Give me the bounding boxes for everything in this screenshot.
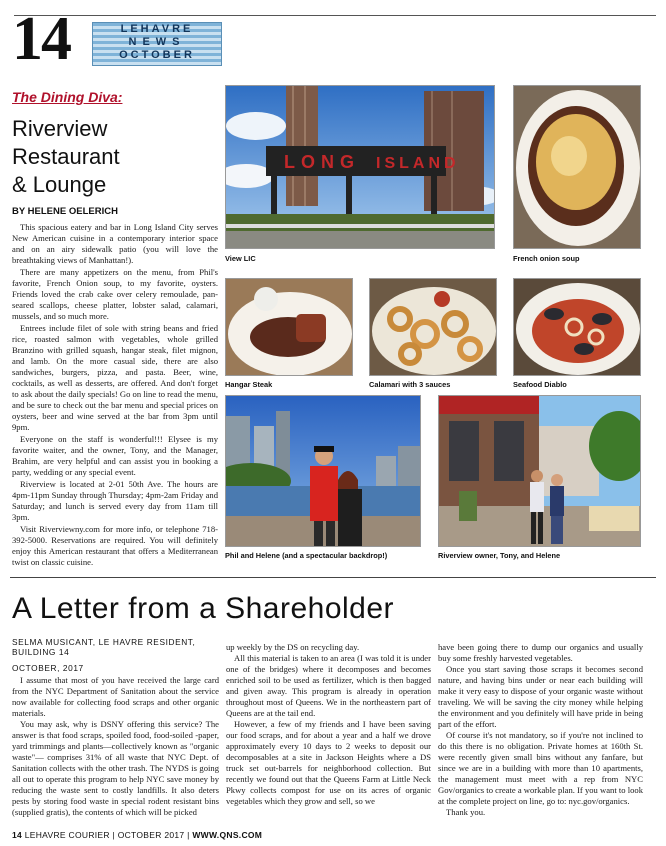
masthead-line-1: LEHAVRE — [120, 23, 194, 35]
caption-seafood-diablo: Seafood Diablo — [513, 380, 567, 389]
letter-paragraph: Thank you. — [446, 807, 486, 817]
photo-onion-soup — [513, 85, 641, 249]
page-number: 14 — [12, 5, 70, 73]
masthead-logo — [92, 22, 222, 66]
calamari-image — [370, 279, 497, 376]
letter-author: SELMA MUSICANT, LE HAVRE RESIDENT, BUILDING 14 — [12, 637, 196, 657]
headline-line-2: Restaurant — [12, 144, 120, 169]
photo-hangar-steak — [225, 278, 353, 376]
caption-hangar-steak: Hangar Steak — [225, 380, 273, 389]
letter-paragraph: have been going there to dump our organics and usually buy some freshly harvested vegetables. — [438, 642, 643, 663]
section-divider — [10, 577, 656, 578]
letter-paragraph: I assume that most of you have received the large card from the NYC Department of Sanitation about the service now available for collecting food scraps and other organic materials. — [12, 675, 219, 718]
headline-line-3: & Lounge — [12, 172, 107, 197]
hangar-steak-image — [226, 279, 353, 376]
article-byline: BY HELENE OELERICH — [12, 206, 118, 217]
masthead-line-3: OCTOBER — [119, 49, 195, 61]
letter-paragraph: All this material is taken to an area (I was told it is under one of the bridges) where it decomposes and becomes enriched soil to be used as fertilizer, which is then bagged and given away. This program is already in operation throughout most of Queens. We in the northeastern part of Queens are at the tail end. — [226, 653, 431, 718]
phil-helene-image — [226, 396, 421, 547]
caption-onion-soup: French onion soup — [513, 254, 580, 263]
footer-issue: OCTOBER 2017 — [117, 830, 185, 840]
article-paragraph: Entrees include filet of sole with string beans and fried rice, roasted salmon with vegetables, whole grilled Branzino with grilled squash, hangar steak, filet mignon, and lamb. On the more casual side, there are also sandwiches, burgers, pizza, and pasta. Beer, wine, cocktails, as well as desserts, are offered. And don't forget to ask about the daily specials! Go on line to read the menu, and be sure to check out the bar menu and special prices on oysters, beer and wine served at the bar from 3pm until 9pm. — [12, 323, 218, 432]
article-paragraph: This spacious eatery and bar in Long Island City serves New American cuisine in a contemporary interior space and on an airy sidewalk patio (you will love the breathtaking views of Manhattan!). — [12, 222, 218, 265]
article-body — [12, 222, 218, 569]
sign-text-long: LONG — [284, 152, 360, 172]
letter-column-2 — [226, 642, 431, 807]
photo-seafood-diablo — [513, 278, 641, 376]
footer-website: WWW.QNS.COM — [192, 830, 263, 840]
article-headline — [12, 115, 222, 199]
article-paragraph: Visit Riverviewny.com for more info, or telephone 718-392-5000. Reservations are required. You will definitely enjoy this American restaurant that offers a Mediterranean twist on classic cuisine. — [12, 524, 218, 567]
letter-paragraph: You may ask, why is DSNY offering this service? The answer is that food scraps, spoiled food, food-soiled -paper, yard trimmings and plants—collectively known as "organic waste"— comprises 31% of all waste that NYC Dept. of Sanitation collects with the other trash. The NYDS is going all out to operate this program to help NYC save money by reducing the waste sent to costly landfills. It also deters pests by storing food waste in special rodent resistant bins (supplied gratis), the contents of which will be picked — [12, 719, 219, 817]
photo-phil-helene — [225, 395, 421, 547]
article-paragraph: Everyone on the staff is wonderful!!! Elysee is my favorite waiter, and the owner, Tony, and the Manager, Brahim, are very helpful and can assist you in booking a party, wedding or any special event. — [12, 434, 218, 477]
caption-calamari: Calamari with 3 sauces — [369, 380, 451, 389]
footer-separator: | — [187, 830, 190, 840]
letter-paragraph: up weekly by the DS on recycling day. — [226, 642, 360, 652]
view-lic-image — [226, 86, 495, 249]
riverview-owner-image — [439, 396, 641, 547]
letter-paragraph: However, a few of my friends and I have been saving our food scraps, and for about a year and a half we drove approximately every 10 days to 2 weeks to deposit our decomposables at a site in Jackson Heights where a DS truck set out-barrels for neighborhood collection. But recently we found out that the Queens Farm at Little Neck Pkwy collects compost for use on its acres of organic vegetables which they grow and sell, so we — [226, 719, 431, 806]
footer-separator: | — [112, 830, 116, 840]
masthead-line-2: NEWS — [128, 36, 186, 48]
photo-view-lic — [225, 85, 495, 249]
article-paragraph: There are many appetizers on the menu, from Phil's favorite, French Onion soup, to my favorite, oysters. Friends loved the crab cake over celery remoulade, pan-seared scallops, cheese platter, lobster salad, calamari, mussels, and so much more. — [12, 267, 218, 321]
letter-title: A Letter from a Shareholder — [12, 592, 395, 625]
sign-text-island: ISLAND — [376, 155, 460, 172]
letter-column-3 — [438, 642, 643, 818]
article-kicker: The Dining Diva: — [12, 89, 123, 105]
letter-paragraph: Of course it's not mandatory, so if you're not inclined to do this there is no obligation. Private homes at 160th St. were recently given small bins without any fanfare, but since we are in a building with more than 10 apartments, the management must meet with a rep from NYC Gov/organics to create a workable plan. If you want to look at the complete project on line, go to: nyc.gov/organics. — [438, 730, 643, 806]
caption-riverview-owner: Riverview owner, Tony, and Helene — [438, 551, 561, 560]
photo-calamari — [369, 278, 497, 376]
onion-soup-image — [514, 86, 641, 249]
caption-view-lic: View LIC — [225, 254, 256, 263]
seafood-diablo-image — [514, 279, 641, 376]
letter-column-1 — [12, 675, 219, 818]
letter-date: OCTOBER, 2017 — [12, 663, 84, 673]
footer-page-number: 14 — [12, 830, 23, 840]
photo-riverview-owner — [438, 395, 641, 547]
header-rule — [14, 15, 656, 16]
letter-paragraph: Once you start saving those scraps it becomes second nature, and having bins under or near each building will make it very easy to dispose of your organic waste without traveling. We will be saving the city money while helping the environment and you definitely will have pride in being part of the effort. — [438, 664, 643, 729]
page-footer — [12, 830, 262, 840]
footer-publication: LEHAVRE COURIER — [24, 830, 110, 840]
headline-line-1: Riverview — [12, 116, 108, 141]
article-paragraph: Riverview is located at 2-01 50th Ave. The hours are 4pm-11pm Sunday through Thursday; 4pm-2am Friday and Saturday; and lunch is served every day from 11am till 3pm. — [12, 479, 218, 522]
caption-phil-helene: Phil and Helene (and a spectacular backdrop!) — [225, 551, 388, 560]
